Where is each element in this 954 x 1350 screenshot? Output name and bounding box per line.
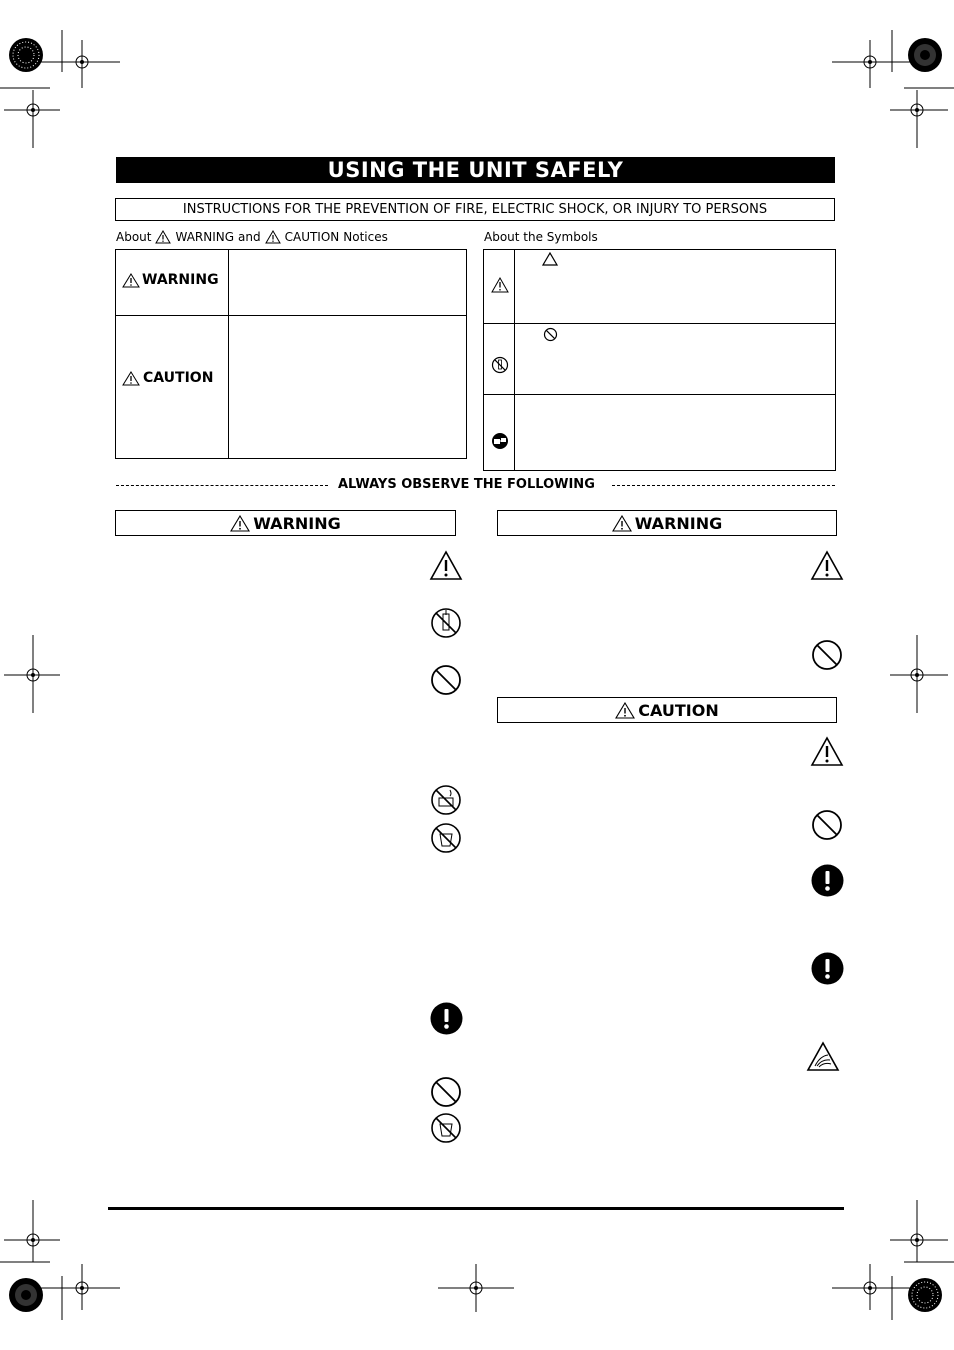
page-title: USING THE UNIT SAFELY — [116, 157, 835, 183]
warning-triangle-icon — [122, 273, 140, 288]
mandatory-action-icon — [811, 864, 844, 897]
symbols-column-divider — [514, 250, 515, 470]
observe-heading: ALWAYS OBSERVE THE FOLLOWING — [330, 477, 603, 492]
symbols-row-divider — [484, 323, 835, 324]
prohibited-circle-icon — [543, 327, 558, 342]
right-caution-header: CAUTION — [497, 697, 837, 723]
left-warning-header: WARNING — [115, 510, 456, 536]
unplug-icon — [491, 432, 509, 450]
no-liquid-icon — [430, 822, 462, 854]
right-warning-header: WARNING — [497, 510, 837, 536]
warning-triangle-icon — [230, 515, 250, 532]
warning-triangle-icon — [612, 515, 632, 532]
prohibited-circle-icon — [811, 639, 843, 671]
no-wet-location-icon — [430, 784, 462, 816]
caution-triangle-icon — [810, 736, 844, 767]
mandatory-action-icon — [811, 952, 844, 985]
warning-triangle-icon — [615, 702, 635, 719]
symbols-row-divider — [484, 394, 835, 395]
prohibited-circle-icon — [430, 664, 462, 696]
observe-divider-right — [612, 485, 835, 486]
do-not-disassemble-icon — [430, 607, 462, 639]
symbols-table — [483, 249, 836, 471]
observe-divider-left — [116, 485, 328, 486]
warning-triangle-icon — [265, 230, 281, 244]
caution-triangle-icon — [810, 550, 844, 581]
notices-heading-warning: WARNING — [175, 230, 235, 244]
caution-notice-label: CAUTION — [122, 370, 213, 386]
pinch-hazard-icon — [806, 1041, 840, 1072]
prohibited-circle-icon — [430, 1076, 462, 1108]
page-subtitle: INSTRUCTIONS FOR THE PREVENTION OF FIRE, ELECTRIC SHOCK, OR INJURY TO PERSONS — [115, 198, 835, 221]
footer-rule — [108, 1207, 844, 1210]
caution-triangle-icon — [491, 277, 509, 293]
caution-triangle-icon — [429, 550, 463, 581]
warning-triangle-icon — [122, 371, 140, 386]
notices-heading-prefix: About — [116, 230, 152, 244]
symbols-heading: About the Symbols — [484, 230, 598, 244]
notices-heading-caution: CAUTION — [284, 230, 340, 244]
notices-table — [115, 249, 467, 459]
small-triangle-icon — [542, 252, 558, 266]
notices-heading-and: and — [238, 230, 261, 244]
do-not-disassemble-icon — [491, 356, 509, 374]
no-liquid-icon — [430, 1112, 462, 1144]
mandatory-action-icon — [430, 1002, 463, 1035]
warning-triangle-icon — [155, 230, 171, 244]
notices-column-divider — [228, 250, 229, 458]
notices-row-divider — [116, 315, 466, 316]
notices-heading-suffix: Notices — [343, 230, 388, 244]
warning-notice-label: WARNING — [122, 272, 219, 288]
notices-heading — [116, 230, 388, 244]
prohibited-circle-icon — [811, 809, 843, 841]
